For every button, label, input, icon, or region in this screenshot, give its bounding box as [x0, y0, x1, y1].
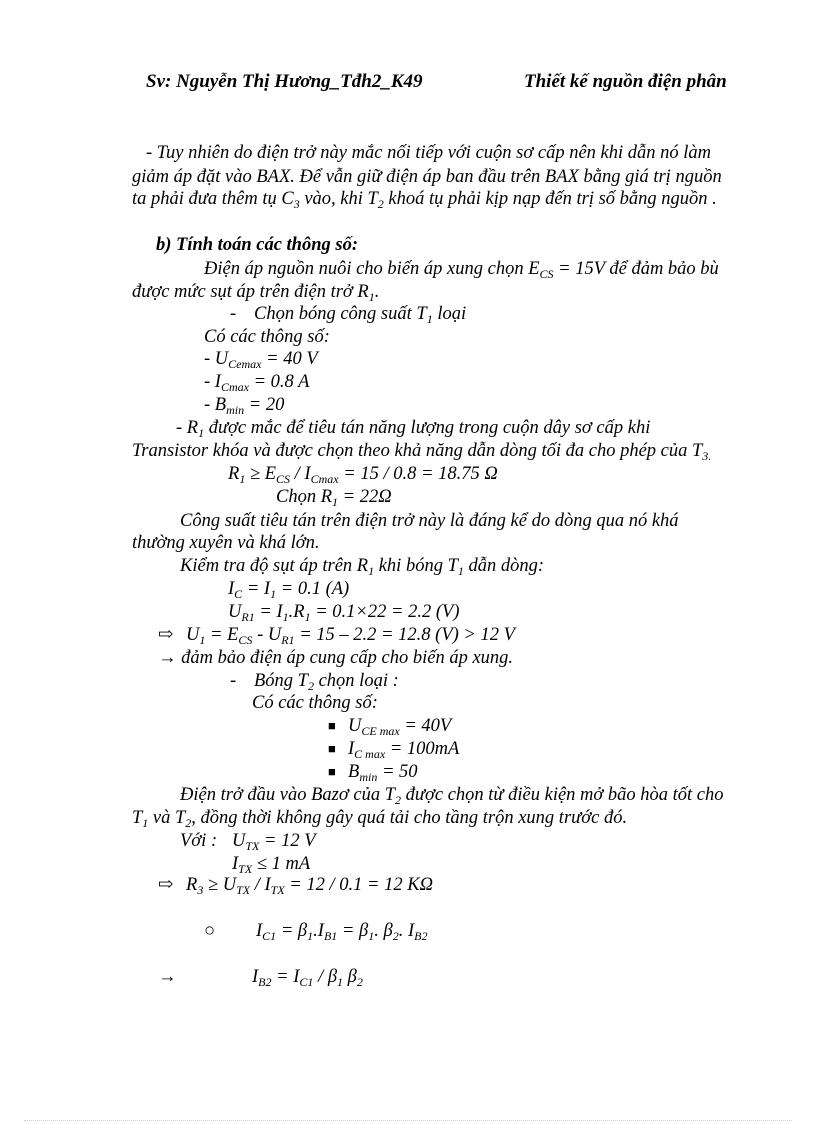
r1-formula: $R_1 \ge E_{CS} / I_{Cmax} = 15 / 0.8 = 18.75$ Ω [228, 464, 498, 486]
base-formula-r3: $R_3 \ge U_{TX} / I_{TX} = 12 / 0.1 = 12$ KΩ [186, 875, 433, 897]
r1-line1: - $R_1$ được mắc để tiêu tán năng lượng trong cuộn dây sơ cấp khi [176, 418, 651, 440]
base-formula-itx: $I_{TX} \le 1$ mA [232, 854, 311, 876]
right-arrow-icon: → [158, 967, 177, 987]
t1-params-title: Có các thông số: [204, 327, 330, 347]
check-formula-ur1: $U_{R1} = I_1.R_1 = 0.1\times 22 = 2.2$ (V) [228, 602, 460, 624]
beta-formula-ic1: $I_{C1} = \beta_1.I_{B1} = \beta_1$. $\beta_2$. $I_{B2}$ [256, 921, 428, 943]
t2-heading: Bóng $T_2$ chọn loại : [254, 671, 399, 693]
header-author: Sv: Nguyễn Thị Hương_Tđh2_K49 [146, 71, 423, 92]
t2-param-icmax: $I_{C max} = 100mA$ [348, 739, 460, 761]
beta-formula-ib2: $I_{B2} = I_{C1} / \beta_1$ $\beta_2$ [252, 967, 363, 989]
r1-choice: Chọn $R_1 = 22\Omega$ [276, 487, 392, 509]
power-line2: thường xuyên và khá lớn. [132, 533, 320, 553]
t1-heading: Chọn bóng công suất $T_1$ loại [254, 304, 467, 326]
t2-param-bmin: $B_{min} = 50$ [348, 762, 418, 784]
section-b-title: b) Tính toán các thông số: [156, 235, 358, 255]
bullet-icon: ■ [328, 764, 336, 779]
ecs-line2: được mức sụt áp trên điện trở $R_1$. [132, 282, 380, 304]
ecs-line1: Điện áp nguồn nuôi cho biến áp xung chọn $E_{CS} = 15V$ để đảm bảo bù [204, 259, 719, 281]
para1-line3: ta phải đưa thêm tụ $C_3$ vào, khi $T_2$ khoá tụ phải kịp nạp đến trị số bằng nguồn . [132, 189, 717, 211]
base-with-label: Với : [180, 831, 218, 851]
para1-line1: - Tuy nhiên do điện trở này mắc nối tiếp với cuộn sơ cấp nên khi dẫn nó làm [146, 143, 711, 163]
check-conclusion: → đảm bảo điện áp cung cấp cho biến áp xung. [158, 648, 514, 668]
t2-dash: - [230, 671, 237, 691]
t1-dash: - [230, 304, 237, 324]
base-formula-utx: $U_{TX} = 12$ V [232, 831, 316, 853]
bullet-icon: ■ [328, 741, 336, 756]
bullet-icon: ■ [328, 718, 336, 733]
t2-params-title: Có các thông số: [252, 693, 378, 713]
check-heading: Kiểm tra độ sụt áp trên $R_1$ khi bóng $T_1$ dẫn dòng: [180, 556, 545, 578]
t1-param-icmax: - $I_{Cmax} = 0.8$ A [204, 372, 310, 394]
t1-param-bmin: - $B_{min} = 20$ [204, 395, 285, 417]
circle-bullet-icon: ○ [204, 921, 216, 941]
implies-arrow-icon: ⇨ [158, 875, 174, 895]
check-formula-ic: $I_C = I_1 = 0.1$ (A) [228, 579, 350, 601]
t1-param-ucemax: - $U_{Cemax} = 40$ V [204, 349, 318, 371]
check-formula-u1: $U_1 = E_{CS} - U_{R1} = 15 - 2.2 = 12.8$ (V) > 12 V [186, 625, 515, 647]
header-title: Thiết kế nguồn điện phân [524, 71, 727, 92]
t2-param-ucemax: $U_{CE max} = 40V$ [348, 716, 452, 738]
para1-line2: giảm áp đặt vào BAX. Để vẫn giữ điện áp ban đầu trên BAX bằng giá trị nguồn [132, 167, 722, 187]
r1-line2: Transistor khóa và được chọn theo khả năng dẫn dòng tối đa cho phép của $T_{3.}$ [132, 441, 712, 463]
base-line1: Điện trở đầu vào Bazơ của $T_2$ được chọn từ điều kiện mở bão hòa tốt cho [180, 785, 724, 807]
power-line1: Công suất tiêu tán trên điện trở này là đáng kể do dòng qua nó khá [180, 511, 679, 531]
page-footer-divider [24, 1120, 792, 1121]
implies-arrow-icon: ⇨ [158, 625, 174, 645]
base-line2: $T_1$ và $T_2$, đồng thời không gây quá tải cho tầng trộn xung trước đó. [132, 808, 628, 830]
